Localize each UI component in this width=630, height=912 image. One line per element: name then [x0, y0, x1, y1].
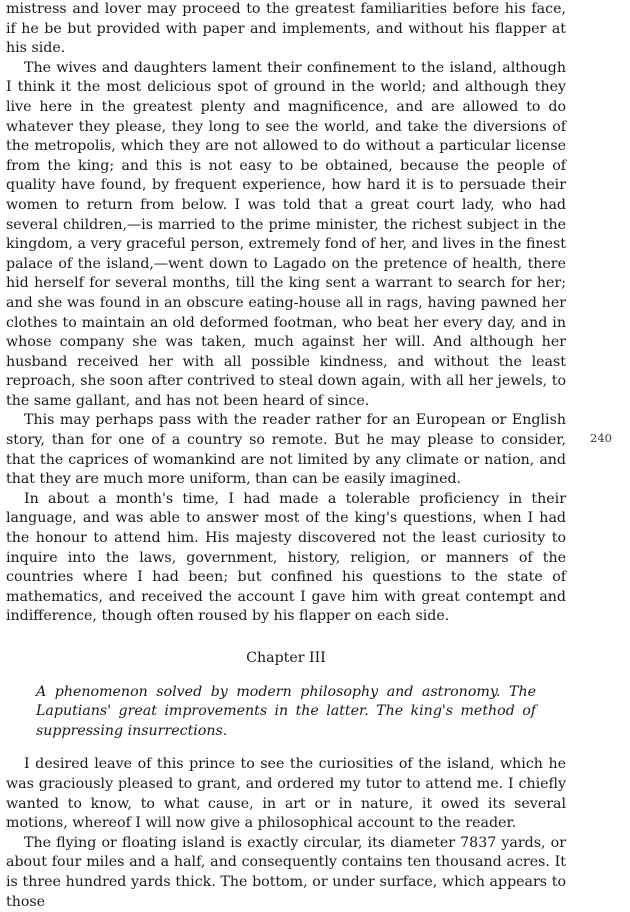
paragraph-language-proficiency: In about a month's time, I had made a tolerable proficiency in their language, and was able to answer most of the king's questions, when I had the honour to attend him. His majesty discovered not the least curiosity to inquire into the laws, government, history, religion, or manners of the countries where I had been; but confined his questions to the state of mathematics, and received the account I gave him with great contempt and indifference, though often roused by his flapper on each side. [6, 490, 566, 625]
paragraph-wives-daughters: The wives and daughters lament their confinement to the island, although I think it the most delicious spot of ground in the world; and although they live here in the greatest plenty and magnificence, and are allowed to do whatever they please, they long to see the world, and take the diversions of the metropolis, which they are not allowed to do without a particular license from the king; and this is not easy to be obtained, because the people of quality have found, by frequent experience, how hard it is to persuade their women to return from below. I was told that a great court lady, who had several children,—is married to the prime minister, the richest subject in the kingdom, a very graceful person, extremely fond of her, and lives in the finest palace of the island,—went down to Lagado on the pretence of health, there hid herself for several months, till the king sent a warrant to search for her; and she was found in an obscure eating-house all in rags, having pawned her clothes to maintain an old deformed footman, who beat her every day, and in whose company she was taken, much against her will. And although her husband received her with all possible kindness, and without the least reproach, she soon after contrived to steal down again, with all her jewels, to the same gallant, and has not been heard of since. [6, 59, 566, 409]
paragraph-european-story: This may perhaps pass with the reader rather for an European or English story, than for one of a country so remote. But he may please to consider, that the caprices of womankind are not limited by any climate or nation, and that they are much more uniform, than can be easily imagined. [6, 412, 566, 488]
paragraph-floating-island: The flying or floating island is exactly circular, its diameter 7837 yards, or about four miles and a half, and consequently contains ten thousand acres. It is three hundred yards thick. The bottom, or under surface, which appears to those [6, 834, 566, 910]
page-number: 240 [590, 431, 612, 445]
book-page [6, 0, 566, 912]
chapter-title: Chapter III [246, 650, 326, 666]
paragraph-continuation: mistress and lover may proceed to the greatest familiarities before his face, if he be but provided with paper and implements, and without his flapper at his side. [6, 1, 566, 57]
chapter-synopsis: A phenomenon solved by modern philosophy and astronomy. The Laputians' great improvements in the latter. The king's method of suppressing insurrections. [36, 683, 536, 739]
paragraph-curiosities: I desired leave of this prince to see the curiosities of the island, which he was graciously pleased to grant, and ordered my tutor to attend me. I chiefly wanted to know, to what cause, in art or in nature, it owed its several motions, whereof I will now give a philosophical account to the reader. [6, 756, 566, 832]
